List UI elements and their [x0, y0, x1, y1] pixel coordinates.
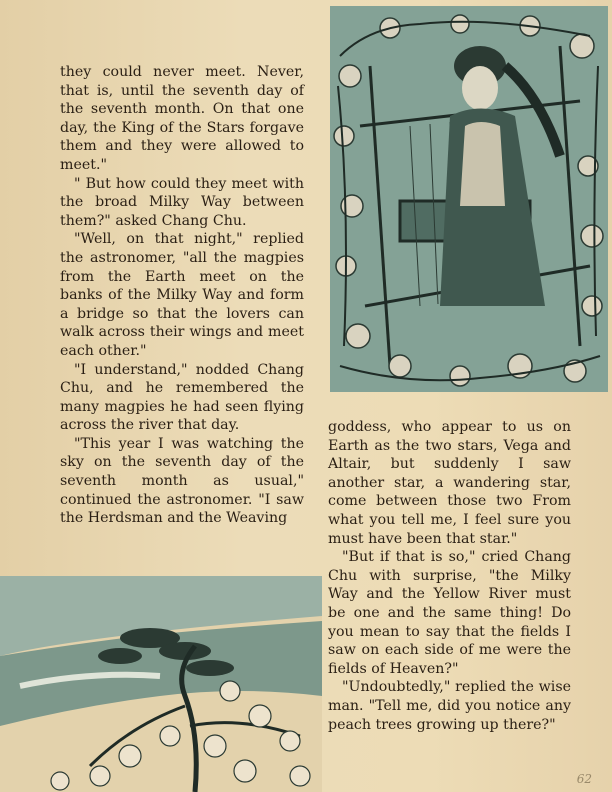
- paragraph: goddess, who appear to us on Earth as the two stars, Vega and Altair, but suddenly I saw another star, a wandering star, come between those two From what you tell me, I feel sure you must have been that star.": [328, 419, 571, 547]
- left-text-column: [60, 63, 304, 528]
- paragraph: they could never meet. Never, that is, until the seventh day of the seventh month. On that one day, the King of the Stars forgave them and they were allowed to meet.": [60, 64, 304, 173]
- paragraph: " But how could they meet with the broad Milky Way between them?" asked Chang Chu.: [60, 175, 304, 229]
- paragraph: "Undoubtedly," replied the wise man. "Tell me, did you notice any peach trees growing up there?": [328, 679, 571, 733]
- right-text-column: [328, 418, 571, 734]
- paragraph: "Well, on that night," replied the astronomer, "all the magpies from the Earth meet on the banks of the Milky Way and form a bridge so that the lovers can walk across their wings and meet each other.": [60, 231, 304, 359]
- paragraph: "This year I was watching the sky on the seventh day of the seventh month as usual," continued the astronomer. "I saw the Herdsman and the Weaving: [60, 435, 304, 527]
- page-number: 62: [576, 772, 592, 786]
- landscape-blossom-illustration: [0, 576, 322, 792]
- weaving-goddess-illustration: [330, 6, 608, 392]
- paragraph: "But if that is so," cried Chang Chu with surprise, "the Milky Way and the Yellow River must be one and the same thing! Do you mean to say that the fields I saw on each side of me were the fields of Heaven?": [328, 549, 571, 677]
- paragraph: "I understand," nodded Chang Chu, and he remembered the many magpies he had seen flying across the river that day.: [60, 361, 304, 434]
